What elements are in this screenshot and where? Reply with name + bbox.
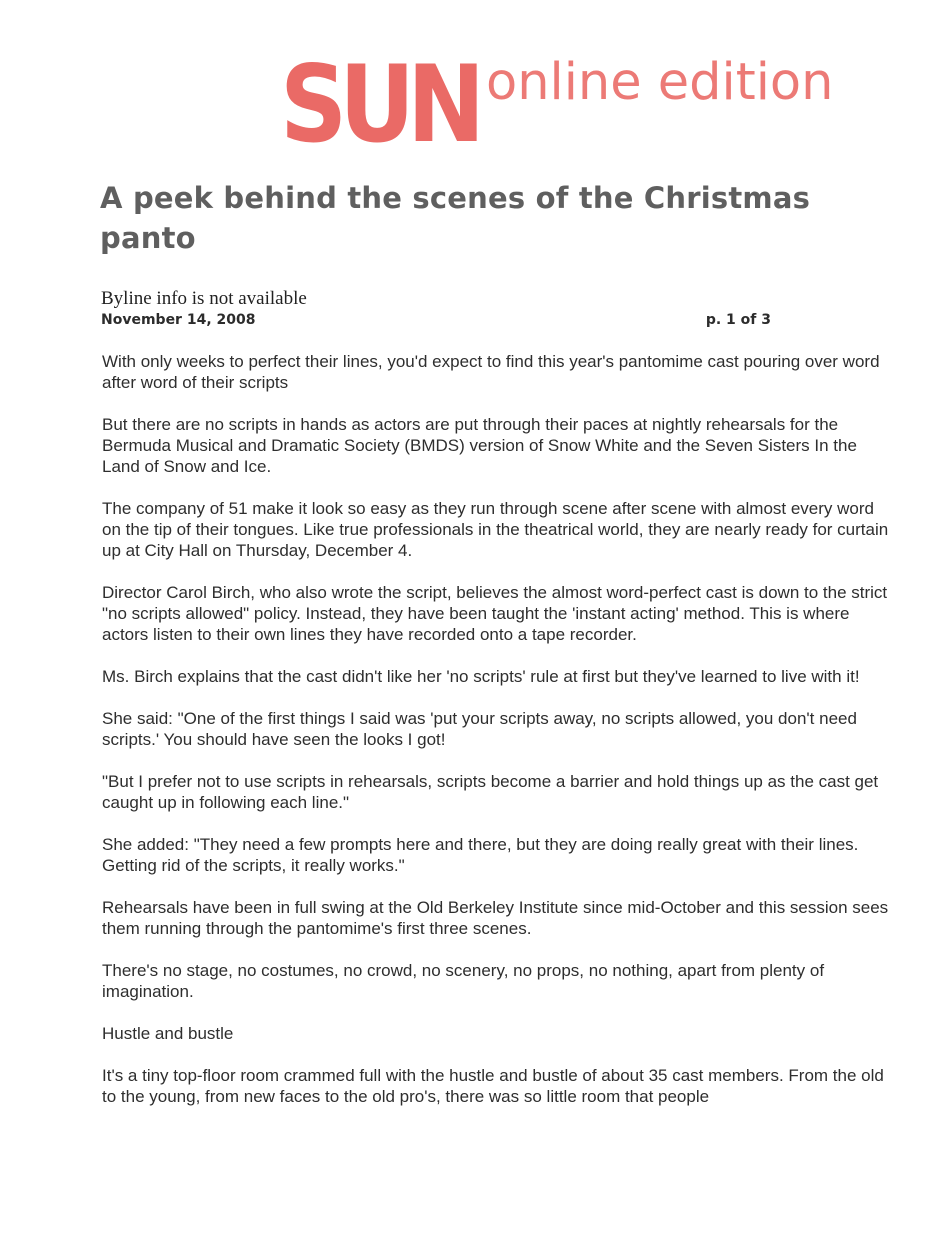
- masthead-logo: [280, 43, 834, 166]
- brand-logo: SUN: [280, 43, 478, 166]
- paragraph: She added: "They need a few prompts here and there, but they are doing really great with their lines. Getting rid of the scripts, it really works.": [102, 835, 859, 875]
- article-headline: A peek behind the scenes of the Christmas panto: [100, 181, 811, 255]
- paragraph: Director Carol Birch, who also wrote the script, believes the almost word-perfect cast is down to the strict "no scripts allowed" policy. Instead, they have been taught the 'instant acting' method. This is where actors listen to their own lines they have recorded onto a tape recorder.: [102, 583, 888, 644]
- paragraph: There's no stage, no costumes, no crowd, no scenery, no props, no nothing, apart from plenty of imagination.: [102, 961, 825, 1001]
- paragraph: Ms. Birch explains that the cast didn't like her 'no scripts' rule at first but they've learned to live with it!: [102, 667, 860, 686]
- paragraph: "But I prefer not to use scripts in rehearsals, scripts become a barrier and hold things up as the cast get caught up in following each line.": [102, 772, 879, 812]
- section-subheading: Hustle and bustle: [102, 1024, 234, 1043]
- edition-label: online edition: [486, 53, 834, 112]
- paragraph: With only weeks to perfect their lines, you'd expect to find this year's pantomime cast pouring over word after word of their scripts: [102, 352, 880, 392]
- dateline: [101, 312, 771, 328]
- paragraph: She said: "One of the first things I said was 'put your scripts away, no scripts allowed, you don't need scripts.' You should have seen the looks I got!: [102, 709, 857, 749]
- page-number: p. 1 of 3: [705, 312, 771, 328]
- article-date: November 14, 2008: [101, 312, 256, 328]
- article-body: [102, 351, 892, 1128]
- paragraph: The company of 51 make it look so easy as they run through scene after scene with almost every word on the tip of their tongues. Like true professionals in the theatrical world, they are nearly ready for curtain up at City Hall on Thursday, December 4.: [102, 499, 889, 560]
- paragraph: It's a tiny top-floor room crammed full with the hustle and bustle of about 35 cast members. From the old to the young, from new faces to the old pro's, there was so little room that people: [102, 1066, 884, 1106]
- byline: Byline info is not available: [101, 288, 307, 309]
- paragraph: Rehearsals have been in full swing at the Old Berkeley Institute since mid-October and this session sees them running through the pantomime's first three scenes.: [102, 898, 889, 938]
- paragraph: But there are no scripts in hands as actors are put through their paces at nightly rehearsals for the Bermuda Musical and Dramatic Society (BMDS) version of Snow White and the Seven Sisters In the Land of Snow and Ice.: [102, 415, 857, 476]
